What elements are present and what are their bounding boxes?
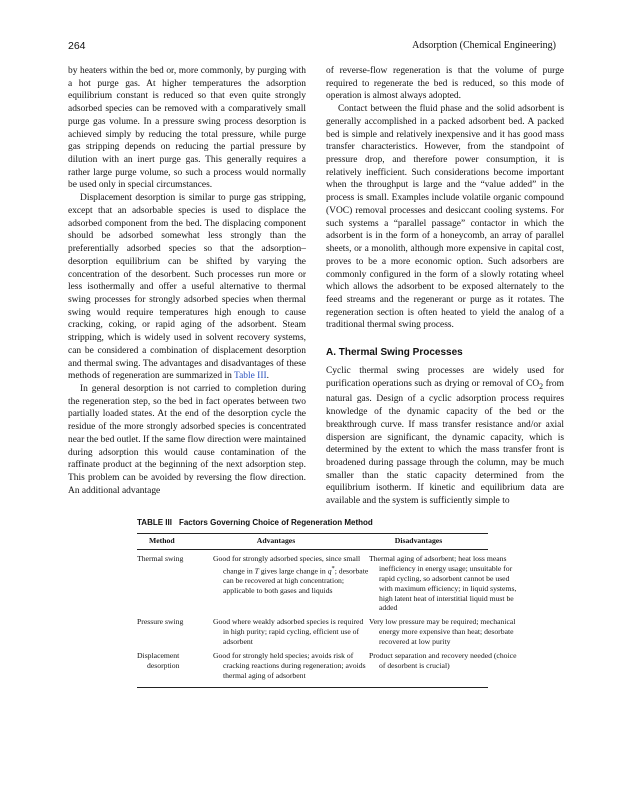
- cell-symbol: T: [254, 566, 259, 576]
- table-reference-link[interactable]: Table III: [234, 371, 267, 382]
- column-header: Disadvantages: [394, 536, 443, 546]
- table-rule: [137, 687, 488, 688]
- paragraph-end: .: [266, 371, 269, 382]
- method-cell: Displacement desorption: [137, 651, 180, 670]
- table-rule: [137, 549, 488, 550]
- paragraph-text: from natural gas. Design of a cyclic adsorption process requires knowledge of the dynamic capacity of the bed or the breakthrough curve. If mass transfer resistance and/or axial dispersion are significant, the dynamic capacity, which is determined by the extent to which the mass transfer front is broadened during passage through the column, may be much smaller than the static capacity determined from the equilibrium isotherm. If kinetic and equilibrium data are available and the system is sufficiently simple to: [326, 378, 564, 507]
- paragraph: of reverse-flow regeneration is that the volume of purge required to regenerate the bed is reduced, so this mode of operation is almost always adopted.: [326, 66, 564, 102]
- advantages-cell: Good for strongly held species; avoids risk of cracking reactions during regeneration; avoids thermal aging of adsorbent: [213, 651, 366, 680]
- table-row: [137, 617, 516, 647]
- right-column: [326, 65, 564, 508]
- paragraph-text: Cyclic thermal swing processes are widely used for purification operations such as drying or removal of CO: [326, 366, 564, 389]
- regeneration-table: [137, 518, 517, 688]
- subscript: 2: [539, 381, 544, 391]
- cell-superscript: *: [331, 564, 335, 572]
- table-header-row: [137, 534, 488, 549]
- column-header: Advantages: [256, 536, 296, 546]
- table-row: [137, 651, 517, 681]
- method-cell: Thermal swing: [137, 553, 184, 563]
- cell-symbol: q: [327, 566, 332, 576]
- method-cell: Pressure swing: [137, 617, 184, 627]
- disadvantages-cell: Very low pressure may be required; mechanical energy more expensive than heat; desorbate recovered at low purity: [369, 617, 516, 647]
- table-row: [137, 553, 517, 613]
- paragraph: by heaters within the bed or, more commonly, by purging with a hot purge gas. At higher temperatures the adsorption equilibrium constant is reduced so that even quite strongly adsorbed species can be removed with a comparatively small purge gas volume. In a pressure swing process desorption is achieved simply by reducing the total pressure, while purge gas stripping depends on reducing the partial pressure by dilution with an inert purge gas. This generally requires a rather large purge volume, so such a process would normally be used only in special circumstances.: [68, 66, 306, 191]
- column-header: Method: [149, 536, 175, 546]
- left-column: [68, 65, 306, 497]
- cell-text: gives large change in: [258, 566, 328, 576]
- running-title: Adsorption (Chemical Engineering): [412, 40, 556, 51]
- section-heading: A. Thermal Swing Processes: [326, 347, 463, 359]
- paragraph: [326, 365, 564, 508]
- paragraph: In general desorption is not carried to completion during the regeneration step, so the bed in fact operates between two partially loaded states. At the end of the desorption cycle the residue of the more strongly adsorbed species is concentrated near the bed outlet. If the same flow direction were maintained during adsorption this would cause contamination of the raffinate product at the beginning of the next adsorption step. This problem can be avoided by reversing the flow direction. An additional advantage: [68, 383, 306, 496]
- cell-text: ; desorbate can be recovered at high concentration; applicable to both gases and liquids: [223, 566, 369, 596]
- paragraph: [68, 192, 306, 383]
- advantages-cell: [213, 554, 369, 613]
- disadvantages-cell: Thermal aging of adsorbent; heat loss means inefficiency in energy usage; unsuitable for rapid cycling, so adsorbent cannot be used with maximum efficiency; in liquid systems, high latent heat of interstitial liquid must be added: [369, 553, 517, 613]
- table-label: TABLE III: [137, 518, 172, 527]
- disadvantages-cell: Product separation and recovery needed (choice of desorbent is crucial): [369, 651, 517, 670]
- paragraph-text: Displacement desorption is similar to purge gas stripping, except that an adsorbable species is used to displace the adsorbed component from the bed. The displacing component should be adsorbed somewhat less strongly than the preferentially adsorbed species so that the adsorption–desorption equilibrium can be shifted by varying the concentration of the desorbent. Such processes run more or less isothermally and offer a useful alternative to thermal swing processes for strongly adsorbed species when thermal swing would require temperatures high enough to cause cracking, coking, or rapid aging of the adsorbent. Steam stripping, which is widely used in solvent recovery systems, can be considered a combination of displacement desorption and thermal swing. The advantages and disadvantages of these methods of regeneration are summarized in: [68, 193, 306, 382]
- table-caption: [137, 518, 488, 528]
- advantages-cell: Good where weakly adsorbed species is required in high purity; rapid cycling, efficient use of adsorbent: [213, 617, 364, 647]
- page-header: [68, 40, 556, 54]
- page-number: 264: [68, 40, 86, 52]
- table-title: Factors Governing Choice of Regeneration Method: [178, 518, 373, 527]
- cell-text: Good for strongly adsorbed species, since small change in: [213, 553, 361, 576]
- paragraph: Contact between the fluid phase and the solid adsorbent is generally accomplished in a packed adsorbent bed. A packed bed is simple and relatively inexpensive and it has good mass transfer characteristics. However, from the standpoint of pressure drop, and therefore power consumption, it is relatively inefficient. Such considerations become important when the throughput is large and the “value added” in the process is small. Examples include volatile organic compound (VOC) removal processes and desiccant cooling systems. For such systems a “parallel passage” contactor in which the adsorbent is in the form of a honeycomb, an array of parallel sheets, or a monolith, although more expensive in capital cost, proves to be a more economic option. Such adsorbers are commonly configured in the form of a slowly rotating wheel which allows the adsorbent to be exposed alternately to the feed streams and the regenerant or purge as it rotates. The regeneration section is often heated to yield the analog of a traditional thermal swing process.: [326, 104, 564, 331]
